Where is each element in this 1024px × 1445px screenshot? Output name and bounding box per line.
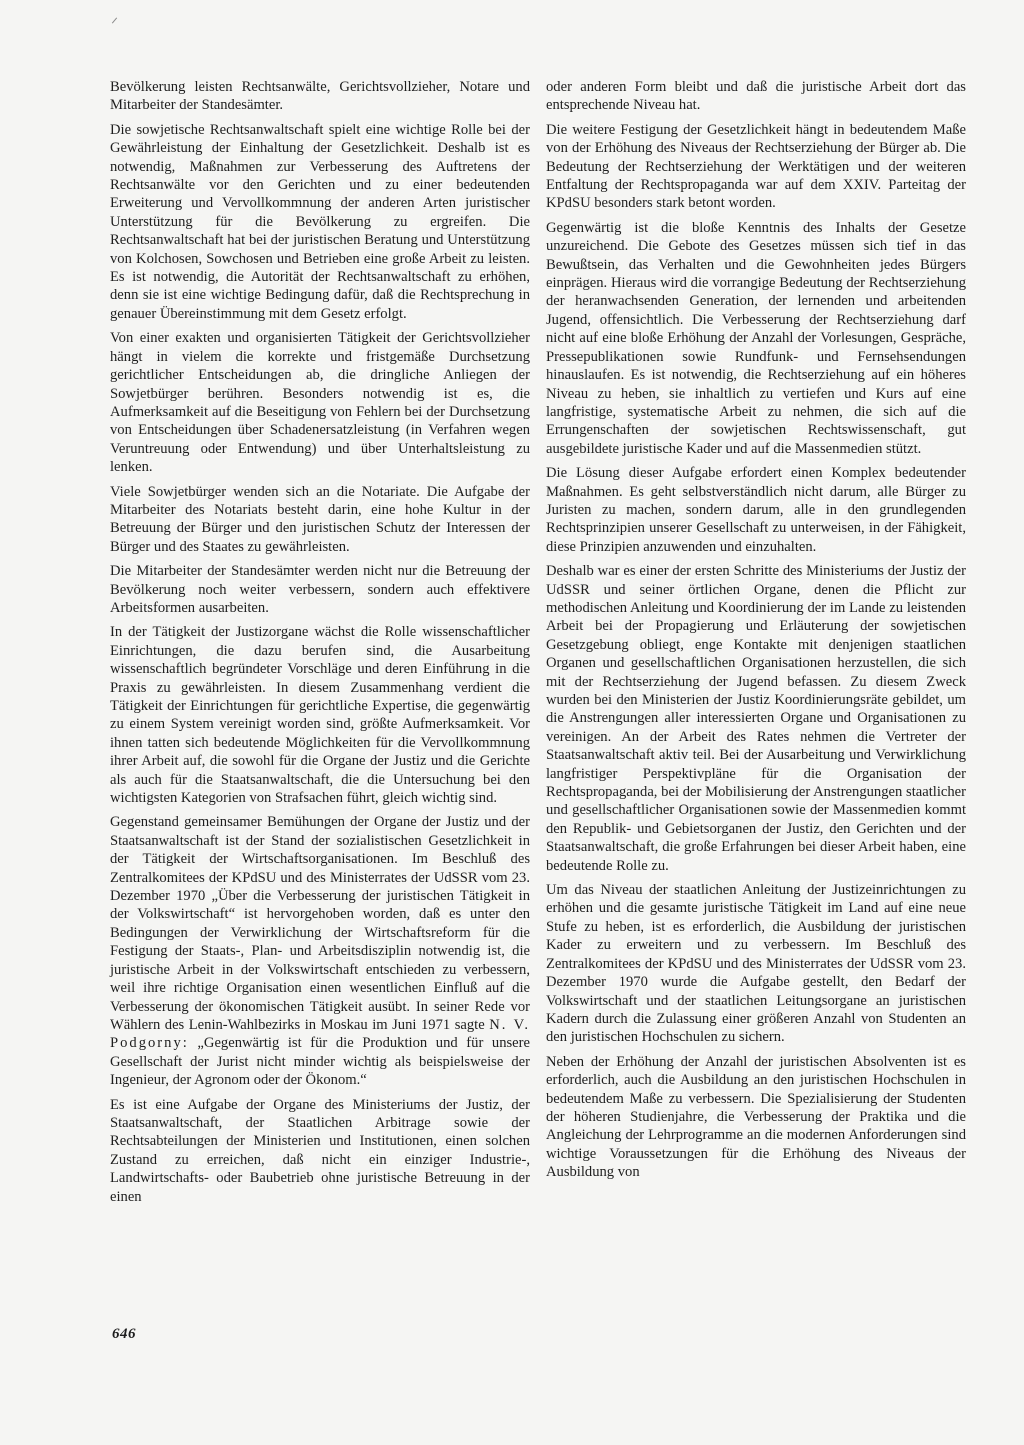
left-column	[110, 78, 530, 1212]
paragraph: Um das Niveau der staatlichen Anleitung der Justizeinrichtungen zu erhöhen und die gesamte juristische Tätigkeit im Land auf eine neue Stufe zu heben, ist es erforderlich, die Ausbildung der juristischen Kader zu erweitern und zu verbessern. Im Beschluß des Zentralkomitees der KPdSU und des Ministerrates der UdSSR vom 23. Dezember 1970 wurde die Aufgabe gestellt, den Bedarf der Volkswirtschaft und der staatlichen Leitungsorgane an juristischen Kadern durch die Zulassung einer größeren Anzahl von Studenten an den juristischen Hochschulen zu sichern.	[546, 882, 966, 1046]
paragraph: oder anderen Form bleibt und daß die juristische Arbeit dort das entsprechende Niveau hat.	[546, 79, 966, 114]
page-number: 646	[112, 1326, 136, 1342]
paragraph	[110, 813, 530, 1089]
paragraph: Bevölkerung leisten Rechtsanwälte, Gerichtsvollzieher, Notare und Mitarbeiter der Standesämter.	[110, 79, 530, 114]
paragraph: Viele Sowjetbürger wenden sich an die Notariate. Die Aufgabe der Mitarbeiter des Notariats besteht darin, eine hohe Kultur in der Betreuung der Bürger und den juristischen Schutz der Interessen der Bürger und des Staates zu gewährleisten.	[110, 483, 530, 555]
paragraph: Deshalb war es einer der ersten Schritte des Ministeriums der Justiz der UdSSR und seiner örtlichen Organe, denen die Pflicht zur methodischen Anleitung und Koordinierung der im Lande zu leistenden Arbeit bei der Propagierung und Erläuterung der sowjetischen Gesetzgebung obliegt, enge Kontakte mit denjenigen staatlichen Organen und gesellschaftlichen Organisationen herzustellen, die sich mit der Rechtserziehung der Jugend befassen. Zu diesem Zweck wurden bei den Ministerien der Justiz Koordinierungsräte gebildet, um die Anstrengungen aller interessierten Organe und Organisationen zu vereinigen. An der Arbeit des Rates nehmen die Vertreter der Staatsanwaltschaft aktiv teil. Bei der Ausarbeitung und Verwirklichung langfristiger Perspektivpläne für die Organisation der Rechtspropaganda, bei der Mobilisierung der Anstrengungen staatlicher und gesellschaftlicher Organisationen sowie der Massenmedien kommt den Republik- und Gebietsorganen der Justiz, den Gerichten und der Staatsanwaltschaft, die große Erfahrungen bei dieser Arbeit haben, eine bedeutende Rolle zu.	[546, 563, 966, 874]
paragraph: Die Lösung dieser Aufgabe erfordert einen Komplex bedeutender Maßnahmen. Es geht selbstverständlich nicht darum, alle Bürger zu Juristen zu machen, sondern darum, alle in den grundlegenden Rechtsprinzipien unserer Gesellschaft zu unterweisen, in der Fähigkeit, diese Prinzipien anzuwenden und einzuhalten.	[546, 465, 966, 555]
paragraph-text: Gegenstand gemeinsamer Bemühungen der Organe der Justiz und der Staatsanwaltschaft ist der Stand der sozialistischen Gesetzlichkeit in der Tätigkeit der Wirtschaftsorganisationen. Im Beschluß des Zentralkomitees der KPdSU und des Ministerrates der UdSSR vom 23. Dezember 1970 „Über die Verbesserung der juristischen Tätigkeit in der Volkswirtschaft“ ist hervorgehoben worden, daß es unter den Bedingungen der Verwirklichung der Wirtschaftsreform für die Festigung der Staats-, Plan- und Arbeitsdisziplin notwendig ist, die juristische Arbeit in der Volkswirtschaft entschieden zu verbessern, weil ihre richtige Organisation einen wesentlichen Einfluß auf die Verbesserung der ökonomischen Tätigkeit ausübt. In seiner Rede vor Wählern des Lenin-Wahlbezirks in Moskau im Juni 1971 sagte	[110, 814, 530, 1033]
paragraph: In der Tätigkeit der Justizorgane wächst die Rolle wissenschaftlicher Einrichtungen, die dazu berufen sind, die Ausarbeitung wissenschaftlich begründeter Vorschläge und deren Einführung in die Praxis zu gewährleisten. In diesem Zusammenhang verdient die Tätigkeit der Einrichtungen für gerichtliche Expertise, die gegenwärtig zu einem System vereinigt worden sind, größte Aufmerksamkeit. Vor ihnen tatten sich bedeutende Möglichkeiten für die Vervollkommnung ihrer Arbeit auf, die sowohl für die Organe der Justiz und die Gerichte als auch für die Staatsanwaltschaft, die die Untersuchung bei den wichtigsten Kategorien von Strafsachen führt, gleich wichtig sind.	[110, 624, 530, 807]
pencil-mark	[112, 17, 117, 23]
paragraph: Gegenwärtig ist die bloße Kenntnis des Inhalts der Gesetze unzureichend. Die Gebote des Gesetzes müssen sich tief in das Bewußtsein, das Verhalten und die Gewohnheiten jedes Bürgers einprägen. Hieraus wird die vorrangige Bedeutung der Rechtserziehung der heranwachsenden Generation, der lernenden und arbeitenden Jugend, offensichtlich. Die Verbesserung der Rechtserziehung darf nicht auf eine bloße Erhöhung der Anzahl der Vorlesungen, Gespräche, Pressepublikationen sowie Rundfunk- und Fernsehsendungen hinauslaufen. Es ist notwendig, die Rechtserziehung auf ein höheres Niveau zu heben, sie inhaltlich zu vertiefen und Kurs auf eine langfristige, systematische Arbeit zu nehmen, die sich auf die Errungenschaften der sowjetischen Rechtswissenschaft, gut ausgebildete juristische Kader und auf die Massenmedien stützt.	[546, 219, 966, 457]
speaker-name: N. V. Podgorny:	[110, 1016, 530, 1052]
quotation: „Gegenwärtig ist für die Produktion und für unsere Gesellschaft der Jurist nicht minder wichtig als beispielsweise der Ingenieur, der Agronom oder der Ökonom.“	[110, 1035, 530, 1089]
paragraph: Neben der Erhöhung der Anzahl der juristischen Absolventen ist es erforderlich, auch die Ausbildung an den juristischen Hochschulen in bedeutendem Maße zu verbessern. Die Spezialisierung der Studenten der höheren Studienjahre, die Verbesserung der Praktika und die Angleichung der Lehrprogramme an die modernen Anforderungen sind wichtige Voraussetzungen für die Erhöhung des Niveaus der Ausbildung von	[546, 1053, 966, 1181]
paragraph: Die Mitarbeiter der Standesämter werden nicht nur die Betreuung der Bevölkerung noch weiter verbessern, sondern auch effektivere Arbeitsformen ausarbeiten.	[110, 563, 530, 616]
right-column	[546, 78, 966, 1188]
paragraph: Die weitere Festigung der Gesetzlichkeit hängt in bedeutendem Maße von der Erhöhung des Niveaus der Rechtserziehung der Bürger ab. Die Bedeutung der Rechtserziehung der Werktätigen und der weiteren Entfaltung der Rechtspropaganda war auf dem XXIV. Parteitag der KPdSU besonders stark betont worden.	[546, 121, 966, 212]
paragraph: Die sowjetische Rechtsanwaltschaft spielt eine wichtige Rolle bei der Gewährleistung der Einhaltung der Gesetzlichkeit. Deshalb ist es notwendig, Maßnahmen zur Verbesserung des Auftretens der Rechtsanwälte vor den Gerichten und zu einer bedeutenden Erweiterung und Vervollkommnung der anderen Arten juristischer Unterstützung für die Bevölkerung zu ergreifen. Die Rechtsanwaltschaft hat bei der juristischen Beratung und Unterstützung von Kolchosen, Sowchosen und Betrieben eine große Arbeit zu leisten. Es ist notwendig, die Autorität der Rechtsanwaltschaft zu erhöhen, denn sie ist eine wichtige Bedingung dafür, daß die Rechtsprechung in genauer Übereinstimmung mit dem Gesetz erfolgt.	[110, 121, 530, 322]
paragraph: Von einer exakten und organisierten Tätigkeit der Gerichtsvollzieher hängt in vielem die korrekte und fristgemäße Durchsetzung gerichtlicher Entscheidungen ab, die dringliche Anliegen der Sowjetbürger berühren. Besonders notwendig ist es, die Aufmerksamkeit auf die Beseitigung von Fehlern bei der Durchsetzung von Entscheidungen über Schadenersatzleistung (in Verfahren wegen Veruntreuung oder Entwendung) und über Unterhaltsleistung zu lenken.	[110, 330, 530, 476]
paragraph: Es ist eine Aufgabe der Organe des Ministeriums der Justiz, der Staatsanwaltschaft, der Staatlichen Arbitrage sowie der Rechtsabteilungen der Ministerien und Institutionen, einen solchen Zustand zu erreichen, daß nicht ein einziger Industrie-, Landwirtschafts- oder Baubetrieb ohne juristische Betreuung in der einen	[110, 1096, 530, 1205]
